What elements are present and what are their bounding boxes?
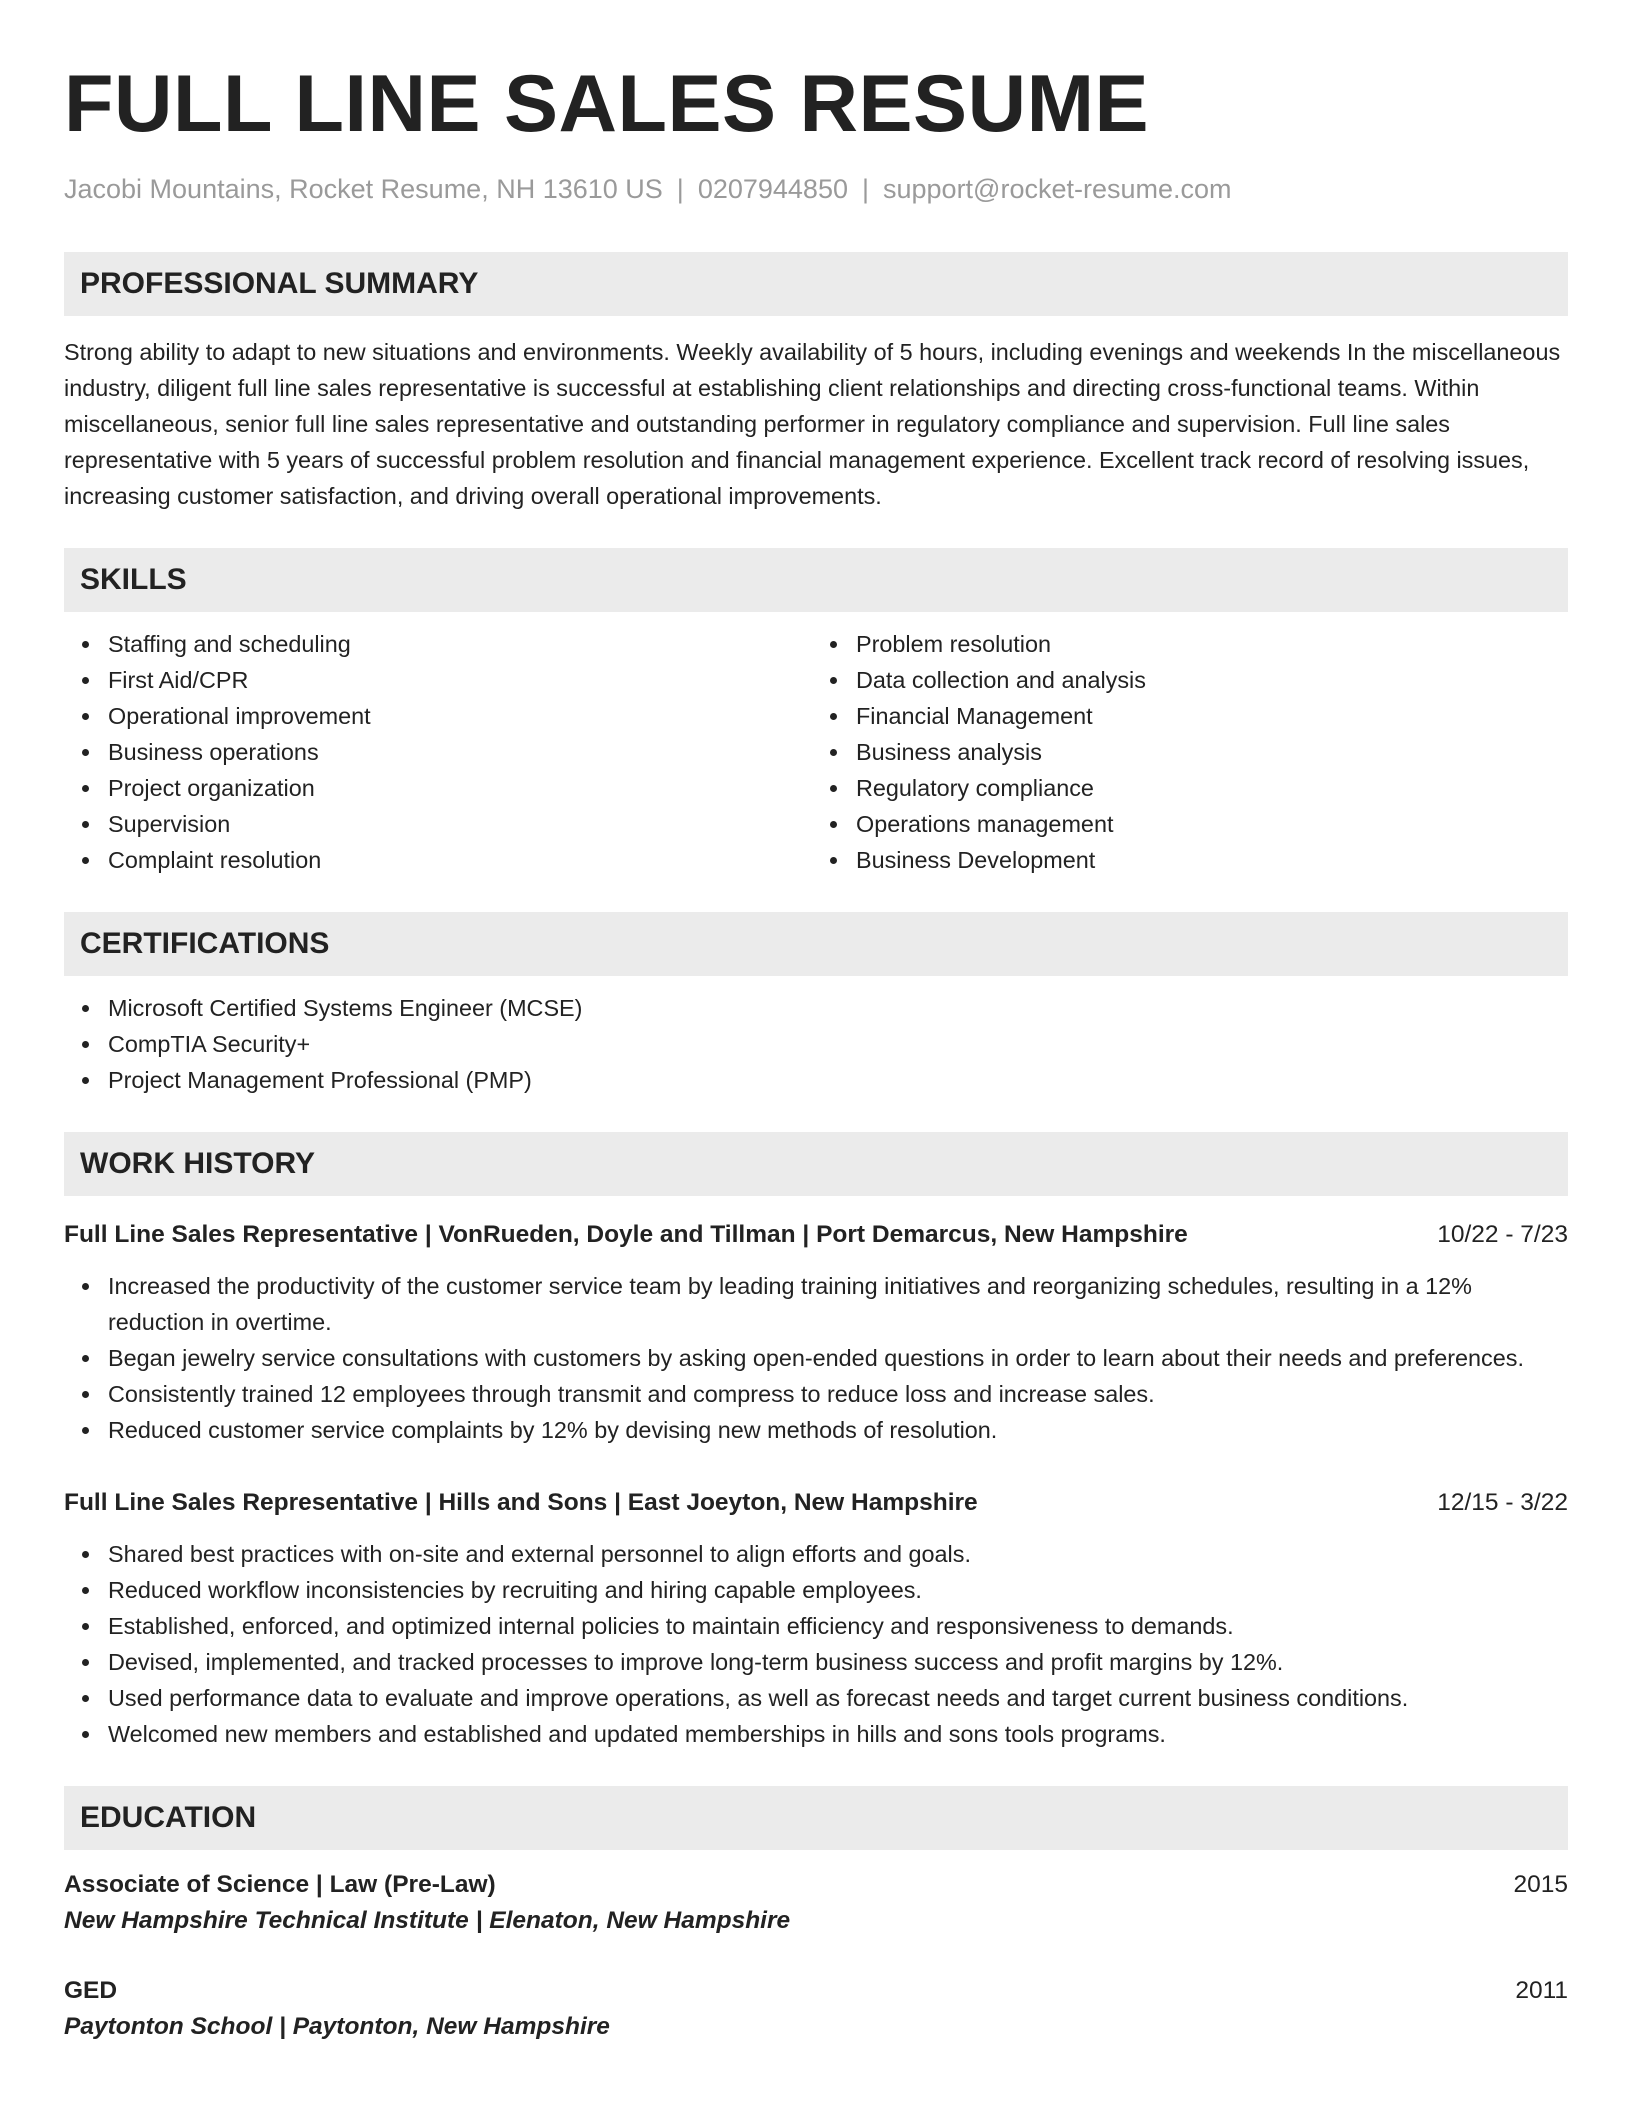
education-header — [64, 1868, 1568, 1902]
skills-list-left — [64, 626, 816, 878]
list-item: Reduced workflow inconsistencies by recruiting and hiring capable employees. — [108, 1572, 1568, 1608]
list-item: Problem resolution — [856, 626, 1564, 662]
list-item: Operations management — [856, 806, 1564, 842]
job-bullets — [64, 1536, 1568, 1752]
list-item: Began jewelry service consultations with customers by asking open-ended questions in order to learn about their needs and preferences. — [108, 1340, 1568, 1376]
list-item: First Aid/CPR — [108, 662, 816, 698]
job-dates: 10/22 - 7/23 — [1437, 1221, 1568, 1248]
job-dates: 12/15 - 3/22 — [1437, 1489, 1568, 1516]
list-item: Project organization — [108, 770, 816, 806]
work-history-heading: WORK HISTORY — [64, 1132, 1568, 1196]
education-heading: EDUCATION — [64, 1786, 1568, 1850]
skills-list-right — [812, 626, 1564, 878]
contact-address: Jacobi Mountains, Rocket Resume, NH 13610 US — [64, 174, 663, 204]
certifications-list — [64, 990, 1568, 1098]
summary-text: Strong ability to adapt to new situations and environments. Weekly availability of 5 hours, including evenings and weekends In the miscellaneous industry, diligent full line sales representative is successful at establishing client relationships and directing cross-functional teams. Within miscellaneous, senior full line sales representative and outstanding performer in regulatory compliance and supervision. Full line sales representative with 5 years of successful problem resolution and financial management experience. Excellent track record of resolving issues, increasing customer satisfaction, and driving overall operational improvements. — [64, 339, 1561, 509]
education-entry — [64, 1868, 1568, 1938]
education-entry — [64, 1974, 1568, 2044]
list-item: Operational improvement — [108, 698, 816, 734]
education-degree: GED — [64, 1977, 118, 2004]
resume-title: FULL LINE SALES RESUME — [64, 59, 1150, 149]
summary-heading: PROFESSIONAL SUMMARY — [64, 252, 1568, 316]
education-header — [64, 1974, 1568, 2008]
contact-line — [64, 172, 1568, 206]
certifications-heading: CERTIFICATIONS — [64, 912, 1568, 976]
list-item: Increased the productivity of the customer service team by leading training initiatives and reorganizing schedules, resulting in a 12% reduction in overtime. — [108, 1268, 1568, 1340]
list-item: Reduced customer service complaints by 12% by devising new methods of resolution. — [108, 1412, 1568, 1448]
list-item: CompTIA Security+ — [108, 1026, 1568, 1062]
list-item: Business Development — [856, 842, 1564, 878]
list-item: Supervision — [108, 806, 816, 842]
list-item: Welcomed new members and established and updated memberships in hills and sons tools programs. — [108, 1716, 1568, 1752]
list-item: Established, enforced, and optimized internal policies to maintain efficiency and responsiveness to demands. — [108, 1608, 1568, 1644]
job-title: Full Line Sales Representative | VonRueden, Doyle and Tillman | Port Demarcus, New Hampshire — [64, 1221, 1188, 1248]
contact-separator: | — [861, 174, 869, 204]
list-item: Business analysis — [856, 734, 1564, 770]
job-header — [64, 1218, 1568, 1252]
education-year: 2015 — [1513, 1871, 1568, 1898]
list-item: Regulatory compliance — [856, 770, 1564, 806]
list-item: Complaint resolution — [108, 842, 816, 878]
job-entry — [64, 1486, 1568, 1752]
list-item: Financial Management — [856, 698, 1564, 734]
contact-email: support@rocket-resume.com — [883, 174, 1232, 204]
job-bullets — [64, 1268, 1568, 1448]
list-item: Microsoft Certified Systems Engineer (MCSE) — [108, 990, 1568, 1026]
list-item: Data collection and analysis — [856, 662, 1564, 698]
list-item: Project Management Professional (PMP) — [108, 1062, 1568, 1098]
education-school: New Hampshire Technical Institute | Elenaton, New Hampshire — [64, 1907, 791, 1934]
list-item: Business operations — [108, 734, 816, 770]
list-item: Devised, implemented, and tracked processes to improve long-term business success and profit margins by 12%. — [108, 1644, 1568, 1680]
contact-separator: | — [676, 174, 684, 204]
education-year: 2011 — [1515, 1977, 1568, 2004]
list-item: Shared best practices with on-site and external personnel to align efforts and goals. — [108, 1536, 1568, 1572]
education-school: Paytonton School | Paytonton, New Hampshire — [64, 2013, 610, 2040]
skills-columns — [64, 612, 1568, 878]
list-item: Used performance data to evaluate and improve operations, as well as forecast needs and target current business conditions. — [108, 1680, 1568, 1716]
job-title: Full Line Sales Representative | Hills and Sons | East Joeyton, New Hampshire — [64, 1489, 978, 1516]
job-header — [64, 1486, 1568, 1520]
education-degree: Associate of Science | Law (Pre-Law) — [64, 1871, 496, 1898]
job-entry — [64, 1218, 1568, 1448]
contact-phone: 0207944850 — [697, 174, 848, 204]
list-item: Consistently trained 12 employees through transmit and compress to reduce loss and increase sales. — [108, 1376, 1568, 1412]
skills-heading: SKILLS — [64, 548, 1568, 612]
list-item: Staffing and scheduling — [108, 626, 816, 662]
